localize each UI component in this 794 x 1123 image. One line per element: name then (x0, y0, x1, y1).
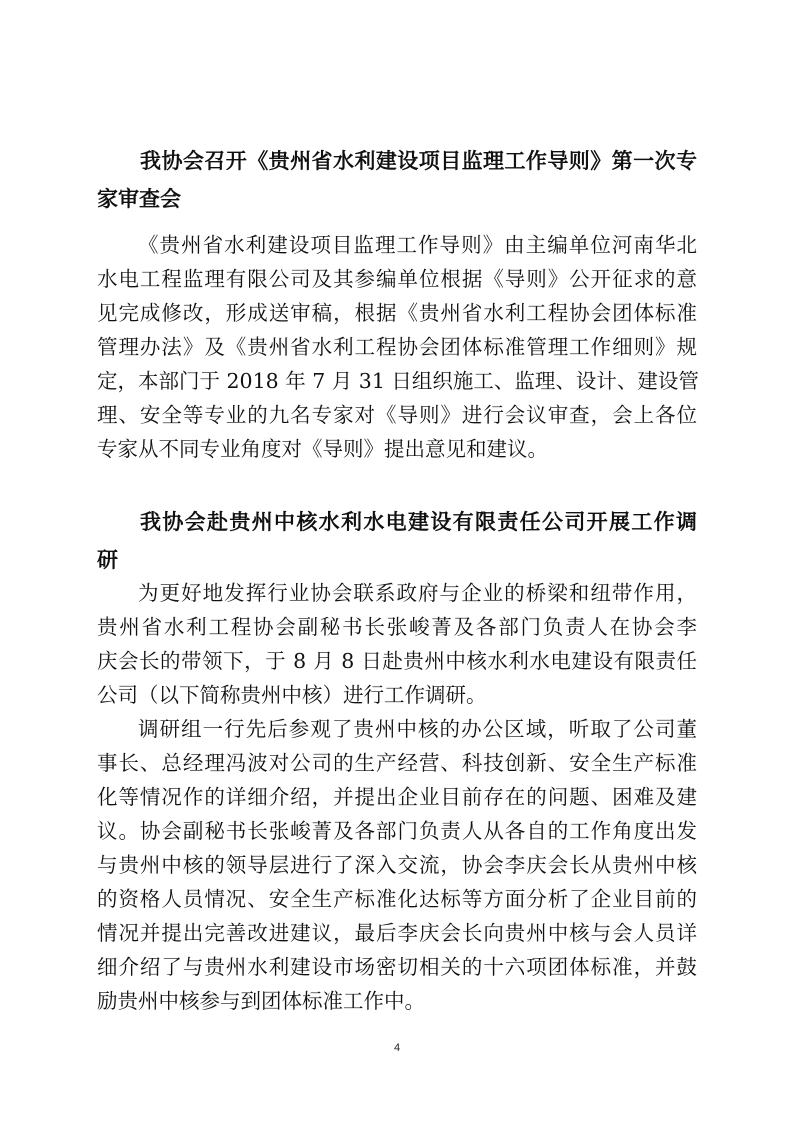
article-2-para-1-line: 为更好地发挥行业协会联系政府与企业的桥梁和纽带作用， (138, 581, 697, 605)
article-2-para-1-line: 公司（以下简称贵州中核）进行工作调研。 (97, 683, 487, 707)
article-2-para-2-line: 化等情况作的详细介绍，并提出企业目前存在的问题、困难及建 (97, 785, 697, 809)
article-1-body-line: 理、安全等专业的九名专家对《导则》进行会议审查，会上各位 (97, 403, 697, 427)
article-2-para-2-line: 议。协会副秘书长张峻菁及各部门负责人从各自的工作角度出发 (97, 819, 697, 843)
article-1-body-line: 定，本部门于 2018 年 7 月 31 日组织施工、监理、设计、建设管 (97, 369, 699, 393)
article-1-body-line: 专家从不同专业角度对《导则》提出意见和建议。 (97, 437, 548, 461)
article-1-title-line: 我协会召开《贵州省水利建设项目监理工作导则》第一次专 (140, 149, 697, 173)
article-1-body-line: 《贵州省水利建设项目监理工作导则》由主编单位河南华北 (138, 233, 697, 257)
article-2-para-1-line: 贵州省水利工程协会副秘书长张峻菁及各部门负责人在协会李 (97, 615, 697, 639)
article-1-body-line: 管理办法》及《贵州省水利工程协会团体标准管理工作细则》规 (97, 335, 697, 359)
article-2-title-line: 研 (97, 548, 118, 572)
article-2-para-2-line: 事长、总经理冯波对公司的生产经营、科技创新、安全生产标准 (97, 751, 697, 775)
article-2-para-2-line: 情况并提出完善改进建议，最后李庆会长向贵州中核与会人员详 (97, 921, 697, 945)
page-number: 4 (393, 1042, 401, 1054)
article-2-para-2-line: 与贵州中核的领导层进行了深入交流，协会李庆会长从贵州中核 (97, 853, 697, 877)
article-2-para-1-line: 庆会长的带领下，于 8 月 8 日赴贵州中核水利水电建设有限责任 (97, 649, 697, 673)
article-2-para-2-line: 细介绍了与贵州水利建设市场密切相关的十六项团体标准，并鼓 (97, 955, 697, 979)
article-1-body-line: 见完成修改，形成送审稿，根据《贵州省水利工程协会团体标准 (97, 301, 697, 325)
article-2-para-2-line: 的资格人员情况、安全生产标准化达标等方面分析了企业目前的 (97, 887, 697, 911)
article-2-para-2-line: 调研组一行先后参观了贵州中核的办公区域，听取了公司董 (138, 717, 697, 741)
article-2-para-2-line: 励贵州中核参与到团体标准工作中。 (97, 989, 425, 1013)
article-1-title-line: 家审查会 (97, 187, 181, 211)
article-2-title-line: 我协会赴贵州中核水利水电建设有限责任公司开展工作调 (140, 510, 697, 534)
article-1-body-line: 水电工程监理有限公司及其参编单位根据《导则》公开征求的意 (97, 267, 697, 291)
